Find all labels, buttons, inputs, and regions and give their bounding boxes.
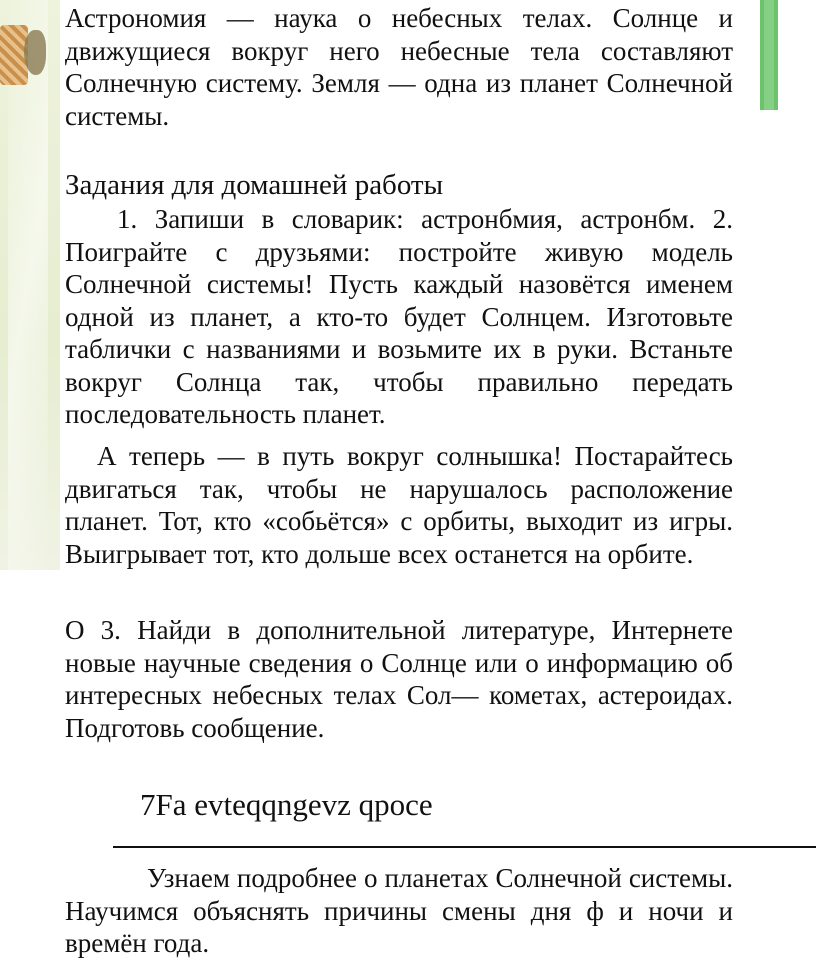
illustration-highlight [8,0,48,570]
task-paragraph-1-2: 1. Запиши в словарик: астронбмия, астронбм. 2. Поиграйте с друзьями: постройте живую модель Солнечной системы! Пусть каждый назовётся именем одной из планет, а кто-то будет Солнцем. Изготовьте таблички с названиями и возьмите их в руки. Встаньте вокруг Солнца так, чтобы правильно передать последовательность планет. [65,204,733,429]
section-title: 7Fa evteqqngevz qpoce [140,787,433,822]
intro-paragraph: Астрономия — наука о небесных телах. Солнце и движущиеся вокруг него небесные тела составляют Солнечную систему. Земля — одна из планет Солнечной системы. [65,3,733,131]
lesson-goal-paragraph: Узнаем подробнее о планетах Солнечной системы. Научимся объяснять причины смены дня ф и ночи и времён года. [65,863,733,958]
left-margin-illustration [0,0,60,570]
task-paragraph-3: О 3. Найди в дополнительной литературе, Интернете новые научные сведения о Солнце или о информацию об интересных небесных телах Сол— кометах, астероидах. Подготовь сообщение. [65,615,733,743]
section-divider [113,846,816,848]
homework-heading: Задания для домашней работы [65,169,444,201]
game-paragraph: А теперь — в путь вокруг солнышка! Постарайтесь двигаться так, чтобы не нарушалось расположение планет. Тот, кто «собьётся» с орбиты, выходит из игры. Выигрывает тот, кто дольше всех останется на орбите. [65,441,733,569]
green-margin-marker [760,0,778,110]
illustration-figure [24,30,46,75]
